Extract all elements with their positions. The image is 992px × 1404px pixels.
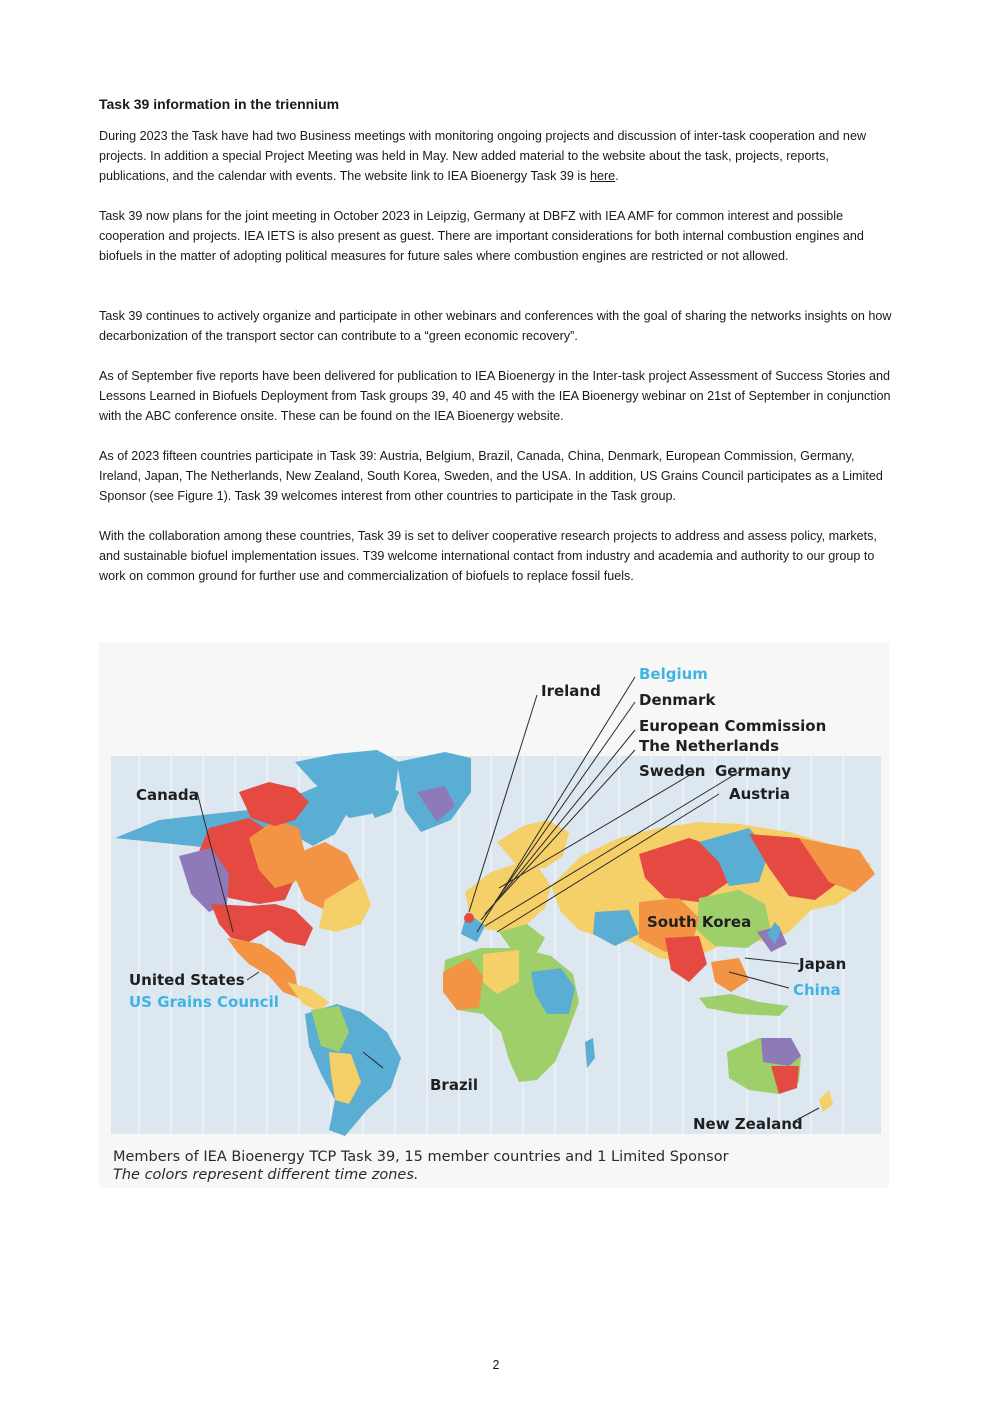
member-map-figure <box>99 642 889 1188</box>
paragraph-meetings-end: . <box>615 169 619 183</box>
paragraph-reports: As of September five reports have been delivered for publication to IEA Bioenergy in the Inter-task project Assessment of Success Stories and Lessons Learned in Biofuels Deployment from Task groups 39, 40 and 45 with the IEA Bioenergy webinar on 21st of September in conjunction with the ABC conference onsite. These can be found on the IEA Bioenergy website. <box>99 369 891 423</box>
map-label-netherlands: The Netherlands <box>639 737 780 755</box>
map-label-ireland: Ireland <box>541 682 601 700</box>
world-timezone-map <box>99 642 889 1188</box>
map-label-us-grains-council: US Grains Council <box>129 993 279 1011</box>
map-label-new-zealand: New Zealand <box>693 1115 803 1133</box>
map-label-china: China <box>793 981 841 999</box>
page-number: 2 <box>492 1358 500 1372</box>
paragraph-meetings <box>99 126 899 186</box>
paragraph-webinars: Task 39 continues to actively organize and participate in other webinars and conferences with the goal of sharing the networks insights on how decarbonization of the transport sector can contribute to a “green economic recovery”. <box>99 309 892 343</box>
map-label-canada: Canada <box>136 786 199 804</box>
map-label-belgium: Belgium <box>639 665 708 683</box>
paragraph-meetings-text: During 2023 the Task have had two Business meetings with monitoring ongoing projects and discussion of inter-task cooperation and new projects. In addition a special Project Meeting was held in May. New added material to the website about the task, projects, reports, publications, and the calendar with events. The website link to IEA Bioenergy Task 39 is <box>99 129 867 183</box>
map-label-germany: Germany <box>715 762 792 780</box>
figure-caption-title: Members of IEA Bioenergy TCP Task 39, 15 member countries and 1 Limited Sponsor <box>113 1149 729 1165</box>
paragraph-countries: As of 2023 fifteen countries participate in Task 39: Austria, Belgium, Brazil, Canada, China, Denmark, European Commission, Germany, Ireland, Japan, The Netherlands, New Zealand, South Korea, Sweden, and the USA. In addition, US Grains Council participates as a Limited Sponsor (see Figure 1). Task 39 welcomes interest from other countries to participate in the Task group. <box>99 449 883 503</box>
map-label-sweden: Sweden <box>639 762 706 780</box>
map-label-european-commission: European Commission <box>639 717 827 735</box>
map-label-united-states: United States <box>129 971 245 989</box>
map-label-brazil: Brazil <box>430 1076 478 1094</box>
map-label-austria: Austria <box>729 785 791 803</box>
figure-caption <box>113 1148 729 1184</box>
paragraph-leipzig: Task 39 now plans for the joint meeting in October 2023 in Leipzig, Germany at DBFZ with IEA AMF for common interest and possible cooperation and projects. IEA IETS is also present as guest. There are important considerations for both internal combustion engines and biofuels in the matter of adopting political measures for future sales where combustion engines are restricted or not allowed. <box>99 209 864 263</box>
paragraph-collaboration: With the collaboration among these countries, Task 39 is set to deliver cooperative research projects to address and assess policy, markets, and sustainable biofuel implementation issues. T39 welcome international contact from industry and academia and authority to our group to work on common ground for further use and commercialization of biofuels to replace fossil fuels. <box>99 529 877 583</box>
figure-caption-note: The colors represent different time zones. <box>113 1167 419 1183</box>
website-link[interactable]: here <box>589 169 616 183</box>
map-label-japan: Japan <box>799 955 847 973</box>
section-heading: Task 39 information in the triennium <box>99 96 340 112</box>
map-label-denmark: Denmark <box>639 691 716 709</box>
map-label-south-korea: South Korea <box>647 913 752 931</box>
